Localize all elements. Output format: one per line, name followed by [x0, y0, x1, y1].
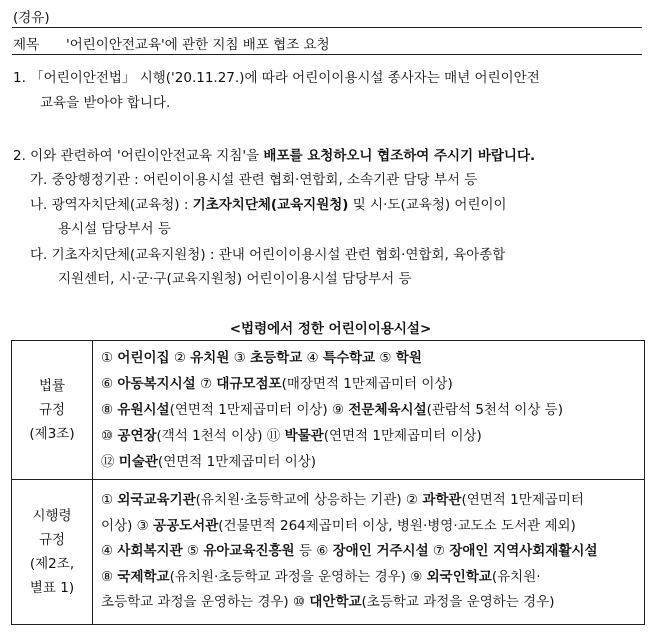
facility-name: 공공도서관	[153, 517, 219, 534]
row-decree-label-line: 시행령	[32, 508, 72, 524]
item-na-prefix: 나. 광역자치단체(교육청) :	[30, 197, 193, 213]
facility-detail: ⑤	[182, 543, 204, 560]
facility-detail: (유치원·초등학교 과정을 운영하는 경우) ⑨	[169, 568, 427, 585]
item-ga: 가. 중앙행정기관 : 어린이이용시설 관련 협회·연합회, 소속기관 담당 부서 등	[30, 172, 478, 188]
facility-detail: (매장면적 1만제곱미터 이상)	[281, 376, 453, 392]
facility-detail: ⑧	[101, 568, 118, 585]
facility-name: 유원시설	[117, 402, 170, 418]
facilities-table	[11, 340, 645, 625]
item-da-line-1: 다. 기초자치단체(교육지원청) : 관내 어린이이용시설 관련 협회·연합회, 육아종합	[30, 247, 506, 263]
facility-name: 전문체육시설	[348, 402, 427, 418]
paragraph-2-text: 2. 이와 관련하여 '어린이안전교육 지침'을	[13, 148, 264, 164]
facility-line	[101, 514, 636, 540]
row-law-label-line: 규정	[38, 402, 66, 418]
facility-detail: (연면적 1만제곱미터 이상) ⑨	[169, 402, 349, 418]
facility-detail: (유치원·초등학교에 상응하는 기관) ②	[195, 492, 423, 509]
facility-line	[101, 397, 636, 423]
facility-line	[101, 539, 636, 565]
facility-line	[101, 449, 636, 475]
facility-detail: (초등학교 과정을 운영하는 경우)	[361, 594, 555, 611]
facility-detail: ⑥	[101, 376, 118, 392]
via-line: (경유)	[13, 10, 50, 26]
facility-line	[101, 488, 636, 514]
facility-name: 장애인 거주시설	[332, 543, 429, 560]
table-title: <법령에서 정한 어린이이용시설>	[229, 321, 432, 337]
facility-name: 외국교육기관	[117, 492, 196, 509]
facility-name: 유아교육진흥원	[203, 543, 295, 560]
facility-name: 과학관	[422, 492, 462, 509]
row-law-label	[12, 341, 93, 480]
facility-name: 공연장	[117, 428, 157, 444]
table-row-decree	[12, 480, 645, 625]
row-decree-label	[12, 480, 93, 625]
facility-detail: (연면적 1만제곱미터	[461, 492, 584, 509]
table-row-law	[12, 341, 645, 480]
facility-name: 국제학교	[117, 568, 170, 585]
row-law-content	[93, 341, 645, 480]
facility-name: 초등학교	[250, 350, 303, 366]
facility-detail: (건물면적 264제곱미터 이상, 병원·병영·교도소 도서관 제외)	[218, 517, 576, 534]
facility-name: 박물관	[284, 428, 324, 444]
facility-detail: 이상) ③	[101, 517, 154, 534]
facility-line	[101, 345, 636, 371]
facility-line	[101, 423, 636, 449]
paragraph-2	[13, 144, 535, 164]
facility-name: 특수학교	[322, 350, 376, 366]
facility-line	[101, 371, 636, 397]
item-na-suffix: 및 시·도(교육청) 어린이이	[348, 197, 507, 213]
paragraph-2-request: 배포를 요청하오니 협조하여 주시기 바랍니다.	[263, 148, 536, 164]
facility-name: 대규모점포	[216, 376, 282, 392]
facility-detail: ④	[302, 350, 323, 366]
facility-name: 장애인 지역사회재활시설	[449, 543, 598, 560]
subject-text: '어린이안전교육'에 관한 지침 배포 협조 요청	[66, 37, 330, 53]
row-decree-label-line: 규정	[38, 532, 66, 548]
facility-line	[101, 590, 636, 616]
item-na-line-2: 용시설 담당부서 등	[58, 221, 171, 237]
item-na	[30, 193, 507, 213]
facility-name: 미술관	[118, 454, 158, 470]
row-decree-label-line: (제2조,	[29, 556, 75, 572]
facility-detail: 초등학교 과정을 운영하는 경우) ⑩	[101, 594, 310, 611]
facility-detail: ⑫	[101, 454, 119, 470]
facility-name: 사회복지관	[117, 543, 183, 560]
via-divider	[12, 27, 642, 28]
item-da-line-2: 지원센터, 시·군·구(교육지원청) 어린이이용시설 담당부서 등	[58, 271, 412, 287]
facility-detail: 등 ⑥	[294, 543, 333, 560]
facility-name: 학원	[395, 350, 422, 366]
facility-name: 아동복지시설	[117, 376, 196, 392]
facility-name: 유치원	[190, 350, 230, 366]
subject-divider	[12, 54, 642, 55]
facility-detail: ⑩	[101, 428, 118, 444]
facility-line	[101, 565, 636, 591]
facility-detail: (관람석 5천석 이상 등)	[426, 402, 563, 418]
row-law-label-line: 법률	[38, 378, 66, 394]
facility-detail: ②	[169, 350, 191, 366]
facility-detail: ①	[101, 350, 118, 366]
facility-detail: ⑧	[101, 402, 118, 418]
row-law-label-line: (제3조)	[29, 426, 75, 442]
facility-detail: (연면적 1만제곱미터 이상)	[323, 428, 482, 444]
facility-detail: (유치원·	[491, 568, 541, 585]
facility-detail: ③	[229, 350, 251, 366]
item-na-bold: 기초자치단체(교육지원청)	[192, 197, 349, 213]
row-decree-label-line: 별표 1)	[29, 580, 75, 596]
facility-name: 대안학교	[309, 594, 362, 611]
facility-detail: ⑦	[195, 376, 217, 392]
facility-detail: ①	[101, 492, 118, 509]
subject-label: 제목	[13, 37, 40, 53]
facility-name: 어린이집	[117, 350, 170, 366]
facility-detail: ④	[101, 543, 118, 560]
facility-detail: ⑦	[428, 543, 450, 560]
paragraph-1-line-1: 1. 「어린이안전법」 시행('20.11.27.)에 따라 어린이이용시설 종사자는 매년 어린이안전	[13, 70, 540, 86]
facility-detail: ⑤	[375, 350, 396, 366]
paragraph-1-line-2: 교육을 받아야 합니다.	[40, 95, 171, 111]
facility-name: 외국인학교	[426, 568, 492, 585]
facility-detail: (객석 1천석 이상) ⑪	[156, 428, 285, 444]
facility-detail: (연면적 1만제곱미터 이상)	[157, 454, 317, 470]
row-decree-content	[93, 480, 645, 625]
